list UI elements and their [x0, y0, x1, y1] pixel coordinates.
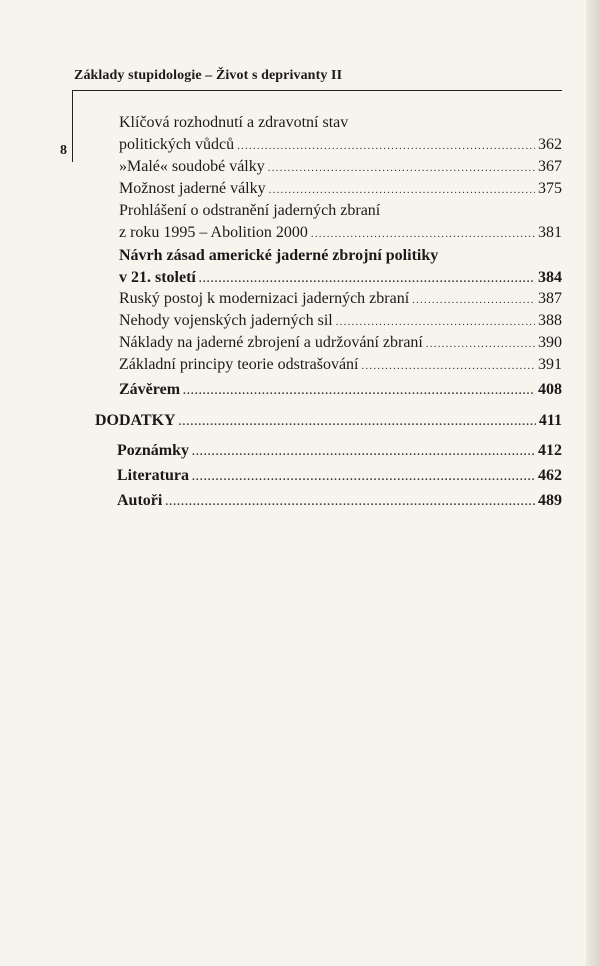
toc-entry-section: [119, 245, 562, 290]
toc-entry-page: 390: [538, 334, 562, 351]
toc-entry-title: DODATKY: [95, 412, 176, 429]
toc-entry-title: Možnost jaderné války: [119, 180, 266, 197]
toc-entry-title: Ruský postoj k modernizaci jaderných zbraní: [119, 290, 410, 307]
leader-dots: [336, 311, 535, 333]
toc-entry-title: Autoři: [117, 492, 163, 509]
toc-entry-section: [117, 440, 562, 463]
leader-dots: [268, 157, 535, 179]
toc-entry-title: Návrh zásad americké jaderné zbrojní politiky: [119, 247, 439, 264]
side-rule: [72, 90, 73, 162]
toc-entry-title: politických vůdců: [119, 136, 235, 153]
toc-entry-page: 367: [538, 158, 562, 175]
toc-entry-title: Poznámky: [117, 442, 189, 459]
toc-entry-page: 384: [538, 269, 562, 286]
toc-entry: [119, 200, 562, 245]
leader-dots: [311, 223, 535, 245]
toc-entry: [119, 310, 562, 333]
toc-entry-page: 408: [538, 381, 562, 398]
toc-entry-title: Literatura: [117, 467, 189, 484]
toc-entry-page: 375: [538, 180, 562, 197]
toc-entry-page: 388: [538, 312, 562, 329]
toc-entry: [119, 354, 562, 377]
toc-entry-title: Prohlášení o odstranění jaderných zbraní: [119, 202, 381, 219]
toc-entry-title: Náklady na jaderné zbrojení a udržování zbraní: [119, 334, 423, 351]
toc-entry-title: z roku 1995 – Abolition 2000: [119, 224, 308, 241]
toc-entry-title: Základní principy teorie odstrašování: [119, 356, 359, 373]
leader-dots: [412, 289, 535, 311]
leader-dots: [426, 333, 535, 355]
toc-entry-page: 462: [538, 467, 562, 484]
leader-dots: [183, 380, 535, 402]
toc-entry-section: [117, 465, 562, 488]
toc-entry-title: v 21. století: [119, 269, 196, 286]
leader-dots: [237, 135, 535, 157]
toc-entry-part: [95, 410, 562, 433]
toc-entry-title: Závěrem: [119, 381, 181, 398]
leader-dots: [179, 411, 536, 433]
page-number: 8: [60, 143, 67, 158]
leader-dots: [192, 466, 535, 488]
toc-entry: [119, 112, 562, 157]
toc-entry: [119, 288, 562, 311]
toc-entry-page: 489: [538, 492, 562, 509]
leader-dots: [165, 491, 535, 513]
toc-entry-page: 381: [538, 224, 562, 241]
leader-dots: [199, 268, 535, 290]
running-head: Základy stupidologie – Život s deprivanty II: [74, 68, 343, 83]
toc-entry: [119, 332, 562, 355]
toc-entry: [119, 156, 562, 179]
toc-entry-section: [117, 490, 562, 513]
toc-entry-title: »Malé« soudobé války: [119, 158, 265, 175]
toc-entry-title: Klíčová rozhodnutí a zdravotní stav: [119, 114, 349, 131]
toc-entry-page: 362: [538, 136, 562, 153]
leader-dots: [269, 179, 535, 201]
leader-dots: [192, 441, 535, 463]
toc-entry-page: 391: [538, 356, 562, 373]
page-edge: [586, 0, 600, 966]
leader-dots: [361, 355, 535, 377]
toc-entry-page: 387: [538, 290, 562, 307]
toc-entry-title: Nehody vojenských jaderných sil: [119, 312, 333, 329]
toc-entry-section: [119, 379, 562, 402]
header-rule: [72, 90, 562, 91]
toc-entry-page: 412: [538, 442, 562, 459]
toc-entry-page: 411: [538, 412, 562, 429]
toc-entry: [119, 178, 562, 201]
